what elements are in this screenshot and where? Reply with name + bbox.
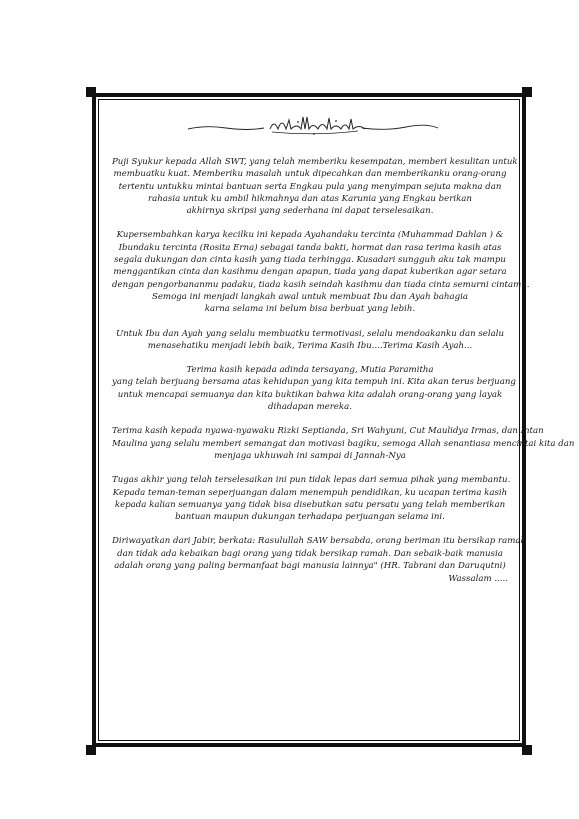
dedication-paragraph	[112, 364, 516, 413]
dedication-paragraph	[112, 535, 527, 572]
text-line: dihadapan mereka.	[268, 402, 352, 413]
text-line: menggantikan cinta dan kasihmu dengan apapun, tiada yang dapat kuberikan agar setara	[113, 267, 507, 278]
text-line: rahasia untuk ku ambil hikmahnya dan atas Karunia yang Engkau berikan	[148, 193, 472, 204]
dedication-paragraph	[112, 425, 575, 462]
border-corner-bottom-left	[86, 745, 96, 755]
text-line: tertentu untukku mintai bantuan serta Engkau pula yang menyimpan sejuta makna dan	[118, 181, 502, 192]
border-corner-top-left	[86, 87, 96, 97]
text-line: untuk mencapai semuanya dan kita buktikan bahwa kita adalah orang-orang yang layak	[117, 389, 503, 400]
text-line: Ibundaku tercinta (Rosita Erna) sebagai tanda bakti, hormat dan rasa terima kasih atas	[118, 242, 502, 253]
text-line: akhirnya skripsi yang sederhana ini dapat terselesaikan.	[186, 206, 434, 217]
text-line: menasehatiku menjadi lebih baik, Terima Kasih Ibu....Terima Kasih Ayah...	[147, 340, 473, 351]
text-line: dengan pengorbananmu padaku, tiada kasih seindah kasihmu dan tiada cinta semurni cintamu.	[112, 279, 530, 290]
text-line: adalah orang yang paling bermanfaat bagi manusia lainnya" (HR. Tabrani dan Daruqutni)	[114, 561, 506, 572]
border-corner-bottom-right	[522, 745, 532, 755]
text-line: Kepada teman-teman seperjuangan dalam menempuh pendidikan, ku ucapan terima kasih	[112, 487, 508, 498]
text-line: Untuk Ibu dan Ayah yang selalu membuatku termotivasi, selalu mendoakanku dan selalu	[115, 328, 505, 339]
text-line: bantuan maupun dukungan terhadapa perjuangan selama ini.	[175, 512, 445, 523]
dedication-paragraph	[112, 229, 530, 315]
signoff: Wassalam .....	[448, 574, 508, 585]
basmalah-calligraphy	[186, 115, 440, 137]
dedication-paragraph	[112, 474, 511, 523]
text-line: Terima kasih kepada adinda tersayang, Mutia Paramitha	[186, 365, 434, 376]
text-line: Kupersembahkan karya kecilku ini kepada Ayahandaku tercinta (Muhammad Dahlan ) &	[116, 230, 504, 241]
text-line: segala dukungan dan cinta kasih yang tiada terhingga. Kusadari sungguh aku tak mampu	[114, 255, 506, 266]
dedication-text	[112, 156, 575, 586]
text-line: karna selama ini belum bisa berbuat yang lebih.	[204, 304, 416, 315]
text-line: Terima kasih kepada nyawa-nyawaku Rizki Septianda, Sri Wahyuni, Cut Maulidya Irmas, dan Intan	[112, 426, 544, 437]
text-line: kepada kalian semuanya yang tidak bisa disebutkan satu persatu yang telah memberikan	[114, 499, 506, 510]
text-line: menjaga ukhuwah ini sampai di Jannah-Nya	[214, 450, 406, 461]
dedication-paragraph	[112, 156, 518, 217]
text-line: Tugas akhir yang telah terselesaikan ini pun tidak lepas dari semua pihak yang membantu.	[112, 475, 511, 486]
text-line: Semoga ini menjadi langkah awal untuk membuat Ibu dan Ayah bahagia	[151, 291, 469, 302]
text-line: Maulina yang selalu memberi semangat dan motivasi bagiku, semoga Allah senantiasa mencintai kita dan	[112, 438, 575, 449]
text-line: yang telah berjuang bersama atas kehidupan yang kita tempuh ini. Kita akan terus berjuang	[112, 377, 516, 388]
border-corner-top-right	[522, 87, 532, 97]
text-line: Puji Syukur kepada Allah SWT, yang telah memberiku kesempatan, memberi kesulitan untuk	[112, 157, 518, 167]
dedication-paragraph	[112, 328, 508, 353]
text-line: dan tidak ada kebaikan bagi orang yang tidak bersikap ramah. Dan sebaik-baik manusia	[117, 548, 503, 559]
text-line: membuatku kuat. Memberiku masalah untuk dipecahkan dan memberikanku orang-orang	[113, 169, 507, 180]
text-line: Diriwayatkan dari Jabir, berkata: Rasulullah SAW bersabda, orang beriman itu bersikap ramah	[112, 536, 527, 547]
